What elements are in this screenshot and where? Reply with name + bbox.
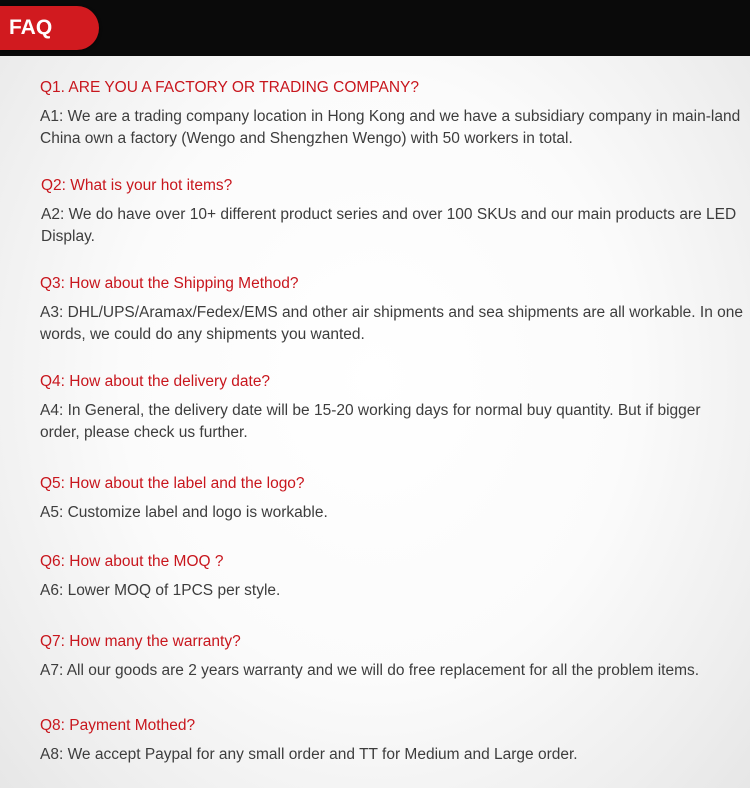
question-5: Q5: How about the label and the logo? [40, 475, 305, 492]
question-6: Q6: How about the MOQ ? [40, 553, 224, 570]
faq-title-tab [0, 6, 99, 50]
answer-6: A6: Lower MOQ of 1PCS per style. [40, 582, 281, 599]
answer-7: A7: All our goods are 2 years warranty and we will do free replacement for all the problem items. [40, 662, 700, 679]
header-bar [0, 0, 750, 56]
question-3: Q3: How about the Shipping Method? [40, 275, 299, 292]
answer-2: A2: We do have over 10+ different product series and over 100 SKUs and our main products are LED Display. [41, 206, 737, 245]
question-2: Q2: What is your hot items? [41, 177, 233, 194]
question-8: Q8: Payment Mothed? [40, 717, 196, 734]
answer-8: A8: We accept Paypal for any small order and TT for Medium and Large order. [40, 746, 578, 763]
question-4: Q4: How about the delivery date? [40, 373, 271, 390]
answer-3: A3: DHL/UPS/Aramax/Fedex/EMS and other air shipments and sea shipments are all workable. In one words, we could do any shipments you wanted. [40, 304, 744, 343]
answer-5: A5: Customize label and logo is workable. [40, 504, 328, 521]
answer-1: A1: We are a trading company location in Hong Kong and we have a subsidiary company in main-land China own a factory (Wengo and Shengzhen Wengo) with 50 workers in total. [40, 108, 741, 147]
question-1: Q1. ARE YOU A FACTORY OR TRADING COMPANY? [40, 79, 420, 96]
question-7: Q7: How many the warranty? [40, 633, 241, 650]
page-title: FAQ [9, 16, 53, 39]
answer-4: A4: In General, the delivery date will be 15-20 working days for normal buy quantity. But if bigger order, please check us further. [40, 402, 701, 441]
